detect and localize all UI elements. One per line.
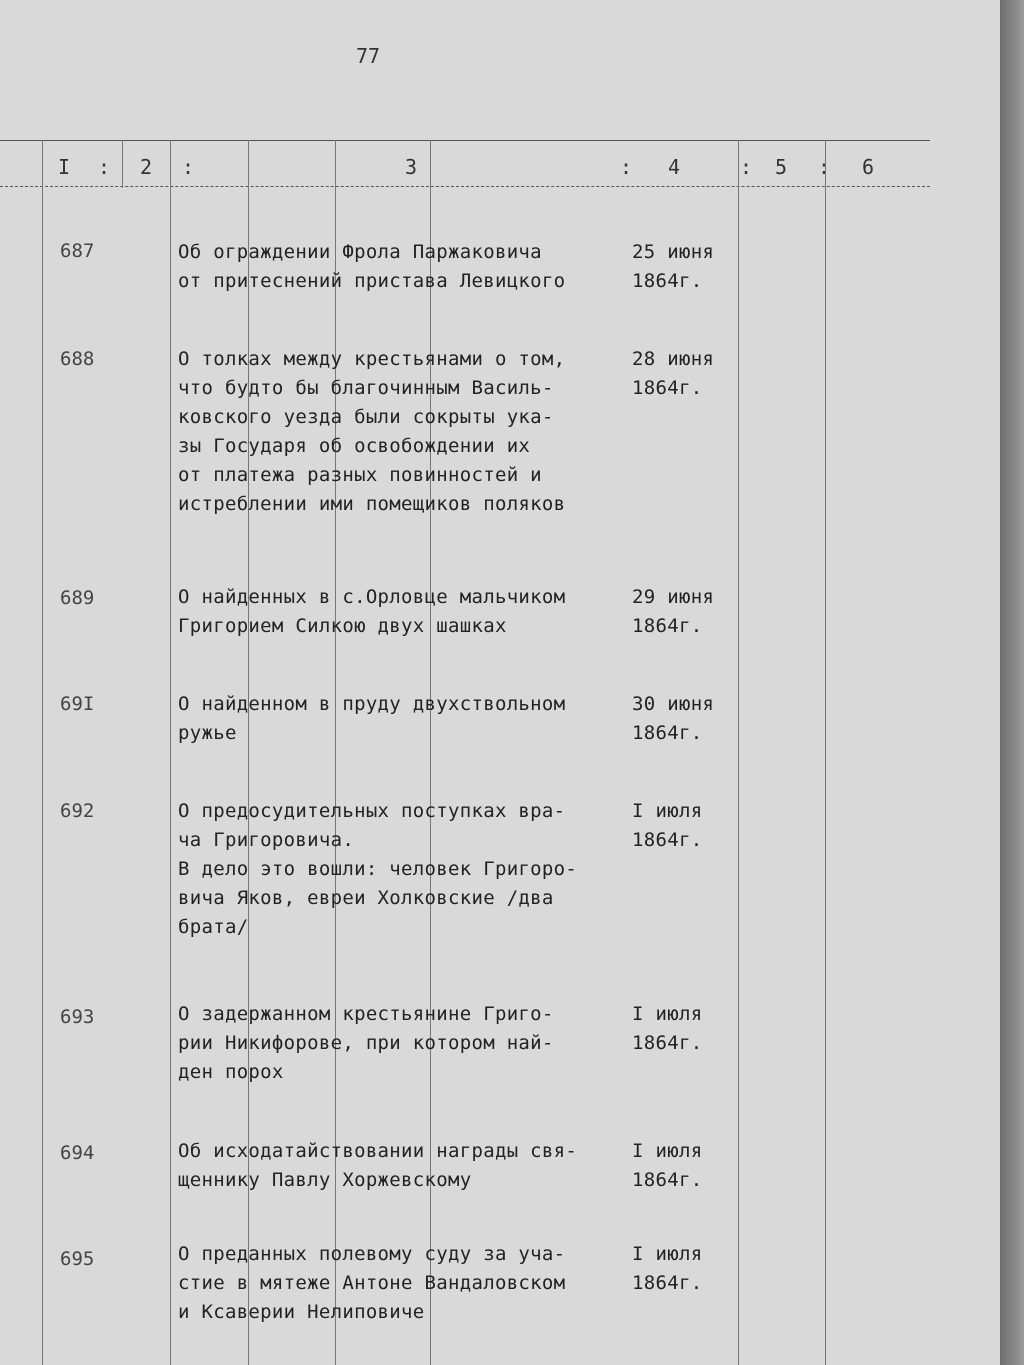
entry-date: 28 июня 1864г.	[632, 348, 715, 399]
column-separator: :	[620, 155, 633, 179]
entry-date: I июля 1864г.	[632, 1003, 703, 1054]
entry-number: 694	[60, 1142, 95, 1164]
column-divider	[170, 140, 171, 1365]
entry-title: О преданных полевому суду за уча- стие в мятеже Антоне Вандаловском и Ксаверии Нелиповиче	[178, 1243, 566, 1323]
entry-date: I июля 1864г.	[632, 1243, 703, 1294]
entry-number: 692	[60, 800, 95, 822]
entry-date: I июля 1864г.	[632, 800, 703, 851]
entry-title: Об исходатайствовании награды свя- щеннику Павлу Хоржевскому	[178, 1140, 578, 1191]
column-separator: :	[818, 155, 831, 179]
entry-number: 689	[60, 587, 95, 609]
page-number: 77	[356, 44, 381, 68]
entry-date: 25 июня 1864г.	[632, 241, 715, 292]
entry-number: 693	[60, 1006, 95, 1028]
column-separator: :	[182, 155, 195, 179]
column-divider	[825, 140, 826, 1365]
entry-number: 688	[60, 348, 95, 370]
entry-number: 69I	[60, 693, 95, 715]
column-number-6: 6	[862, 155, 875, 179]
column-separator: :	[740, 155, 753, 179]
column-number-3: 3	[405, 155, 418, 179]
column-divider	[122, 140, 123, 188]
entry-title: О толках между крестьянами о том, что будто бы благочинным Василь- ковского уезда были сокрыты ука- зы Государя об освобождении их от платежа разных повинностей и истреблении ими помещиков поляков	[178, 348, 566, 515]
entry-title: О найденных в с.Орловце мальчиком Григорием Силкою двух шашках	[178, 586, 566, 637]
column-divider	[42, 140, 43, 1365]
entry-date: I июля 1864г.	[632, 1140, 703, 1191]
entry-title: О найденном в пруду двухствольном ружье	[178, 693, 566, 744]
column-number-4: 4	[668, 155, 681, 179]
header-bottom-rule	[0, 186, 930, 187]
entry-number: 695	[60, 1248, 95, 1270]
entry-number: 687	[60, 240, 95, 262]
header-top-rule	[0, 140, 930, 141]
column-number-5: 5	[775, 155, 788, 179]
column-number-2: 2	[140, 155, 153, 179]
entry-title: Об ограждении Фрола Паржаковича от притеснений пристава Левицкого	[178, 241, 566, 292]
page-edge-shadow	[1000, 0, 1024, 1365]
entry-title: О предосудительных поступках вра- ча Григоровича. В дело это вошли: человек Григоро- вича Яков, евреи Холковские /два брата/	[178, 800, 578, 938]
entry-date: 29 июня 1864г.	[632, 586, 715, 637]
column-separator: :	[98, 155, 111, 179]
entry-title: О задержанном крестьянине Григо- рии Никифорове, при котором най- ден порох	[178, 1003, 554, 1083]
column-number-1: I	[58, 155, 71, 179]
entry-date: 30 июня 1864г.	[632, 693, 715, 744]
